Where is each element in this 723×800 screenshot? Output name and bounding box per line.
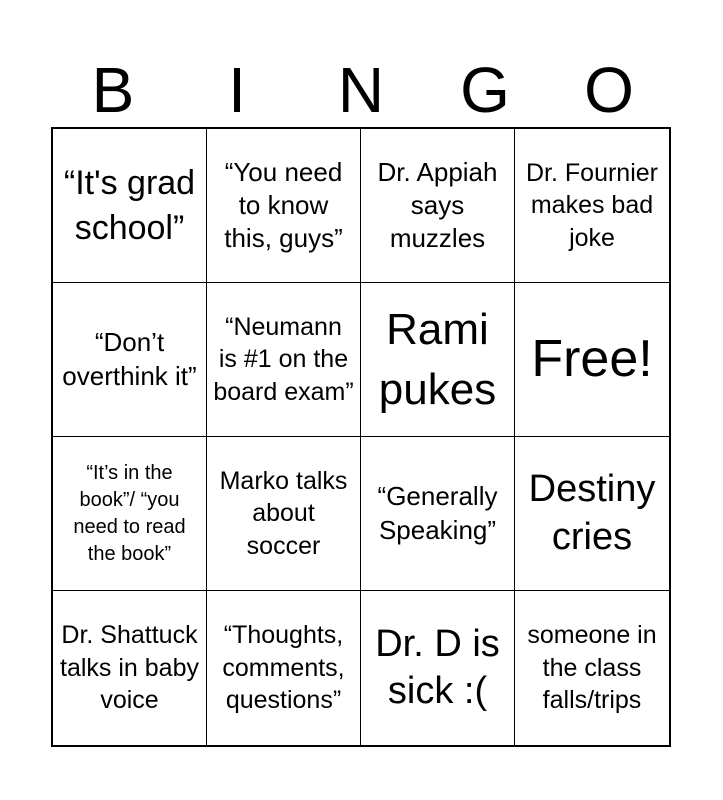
cell-text: Dr. Appiah says muzzles (377, 156, 498, 254)
bingo-cell-4[interactable] (515, 129, 669, 283)
bingo-cell-3[interactable] (361, 129, 515, 283)
cell-text: Destiny cries (528, 468, 656, 558)
header-letter-b: B (91, 54, 135, 126)
bingo-cell-13[interactable] (53, 591, 207, 745)
header-letter-g: G (460, 54, 510, 126)
bingo-board (51, 127, 671, 747)
bingo-cell-5[interactable] (53, 283, 207, 437)
bingo-cell-12[interactable] (515, 437, 669, 591)
bingo-header (51, 52, 671, 128)
cell-text: “Don’t overthink it” (62, 327, 197, 391)
cell-text: Dr. Fournier makes bad joke (526, 158, 658, 252)
cell-text: “Generally Speaking” (377, 481, 498, 545)
header-letter-n: N (337, 54, 385, 126)
bingo-cell-7[interactable] (361, 283, 515, 437)
cell-text: “It’s in the book”/ “you need to read the book” (73, 461, 186, 565)
cell-text: Dr. Shattuck talks in baby voice (60, 621, 199, 715)
cell-text: Free! (531, 330, 653, 389)
bingo-cell-1[interactable] (53, 129, 207, 283)
bingo-cell-9[interactable] (53, 437, 207, 591)
cell-text: “Thoughts, comments, questions” (222, 621, 345, 715)
bingo-cell-10[interactable] (207, 437, 361, 591)
bingo-cell-2[interactable] (207, 129, 361, 283)
header-letter-o: O (584, 54, 634, 126)
bingo-cell-15[interactable] (361, 591, 515, 745)
header-letter-i: I (228, 54, 246, 126)
cell-text: “You need to know this, guys” (224, 156, 343, 254)
cell-text: Dr. D is sick :( (375, 622, 500, 712)
bingo-cell-free[interactable] (515, 283, 669, 437)
cell-text: Marko talks about soccer (219, 466, 348, 560)
bingo-cell-6[interactable] (207, 283, 361, 437)
bingo-cell-11[interactable] (361, 437, 515, 591)
cell-text: “It's grad school” (63, 164, 196, 247)
cell-text: “Neumann is #1 on the board exam” (213, 312, 354, 406)
cell-text: Rami pukes (378, 305, 497, 414)
cell-text: someone in the class falls/trips (527, 621, 657, 715)
bingo-cell-14[interactable] (207, 591, 361, 745)
bingo-cell-16[interactable] (515, 591, 669, 745)
